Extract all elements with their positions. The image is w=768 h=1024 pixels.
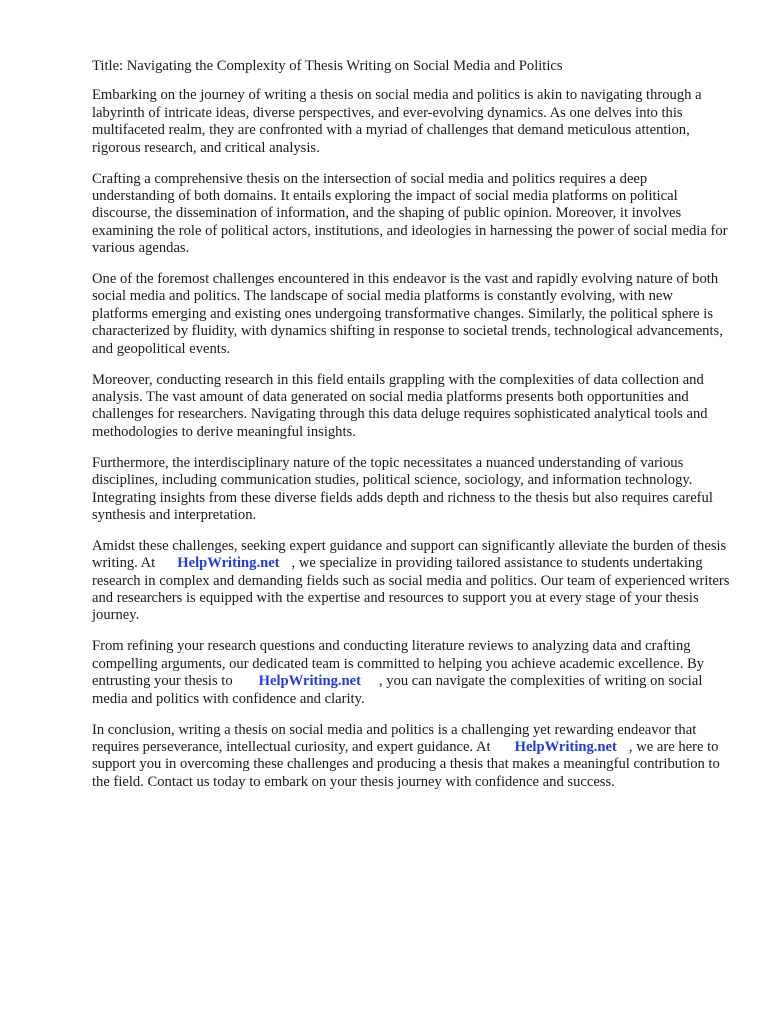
paragraph-conclusion-text-after: , we are here to support you in overcoming these challenges and producing a thesis that makes a meaningful contribution to the field. Contact us today to embark on your thesis journey with confidence and success. [92,738,720,790]
paragraph-research: Moreover, conducting research in this field entails grappling with the complexities of data collection and analysis. The vast amount of data generated on social media platforms presents both opportunities and challenges for researchers. Navigating through this data deluge requires sophisticated analytical tools and methodologies to derive meaningful insights. [92,371,708,440]
paragraph-interdisciplinary: Furthermore, the interdisciplinary nature of the topic necessitates a nuanced understanding of various disciplines, including communication studies, political science, sociology, and information technology. Integrating insights from these diverse fields adds depth and richness to the thesis but also requires careful synthesis and interpretation. [92,454,713,523]
paragraph-guidance-text-after: , we specialize in providing tailored assistance to students undertaking research in complex and demanding fields such as social media and politics. Our team of experienced writers and researchers is equipped with the expertise and resources to support you at every stage of your thesis journey. [92,555,730,624]
paragraph-guidance-text-before: Amidst these challenges, seeking expert guidance and support can significantly alleviate the burden of thesis writing. At [92,537,727,572]
paragraph-conclusion-text-before: In conclusion, writing a thesis on social media and politics is a challenging yet rewarding endeavor that requires perseverance, intellectual curiosity, and expert guidance. At [92,721,697,755]
paragraph-crafting: Crafting a comprehensive thesis on the intersection of social media and politics requires a deep understanding of both domains. It entails exploring the impact of social media platforms on political discourse, the dissemination of information, and the shaping of public opinion. Moreover, it involves examining the role of political actors, institutions, and ideologies in harnessing the power of social media for various agendas. [92,170,728,257]
paragraph-conclusion [92,722,732,792]
helpwriting-link[interactable]: HelpWriting.net [514,738,617,755]
paragraph-challenges: One of the foremost challenges encountered in this endeavor is the vast and rapidly evolving nature of both social media and politics. The landscape of social media platforms is constantly evolving, with new platforms emerging and existing ones undergoing transformative changes. Similarly, the political sphere is characterized by fluidity, with dynamics shifting in response to societal trends, technological advancements, and geopolitical events. [92,271,723,357]
document-body [92,58,732,805]
document-title: Title: Navigating the Complexity of Thesis Writing on Social Media and Politics [92,58,563,74]
paragraph-services [92,638,732,708]
paragraph-services-text-after: , you can navigate the complexities of writing on social media and politics with confidence and clarity. [92,673,703,707]
helpwriting-link[interactable]: HelpWriting.net [258,673,361,690]
paragraph-guidance [92,538,732,625]
helpwriting-link[interactable]: HelpWriting.net [177,555,280,572]
paragraph-services-text-before: From refining your research questions and conducting literature reviews to analyzing data and crafting compelling arguments, our dedicated team is committed to helping you achieve academic excellence. By entrusting your thesis to [92,638,705,690]
paragraph-intro: Embarking on the journey of writing a thesis on social media and politics is akin to navigating through a labyrinth of intricate ideas, diverse perspectives, and ever-evolving dynamics. As one delves into this multifaceted realm, they are confronted with a myriad of challenges that demand meticulous attention, rigorous research, and critical analysis. [92,87,702,156]
